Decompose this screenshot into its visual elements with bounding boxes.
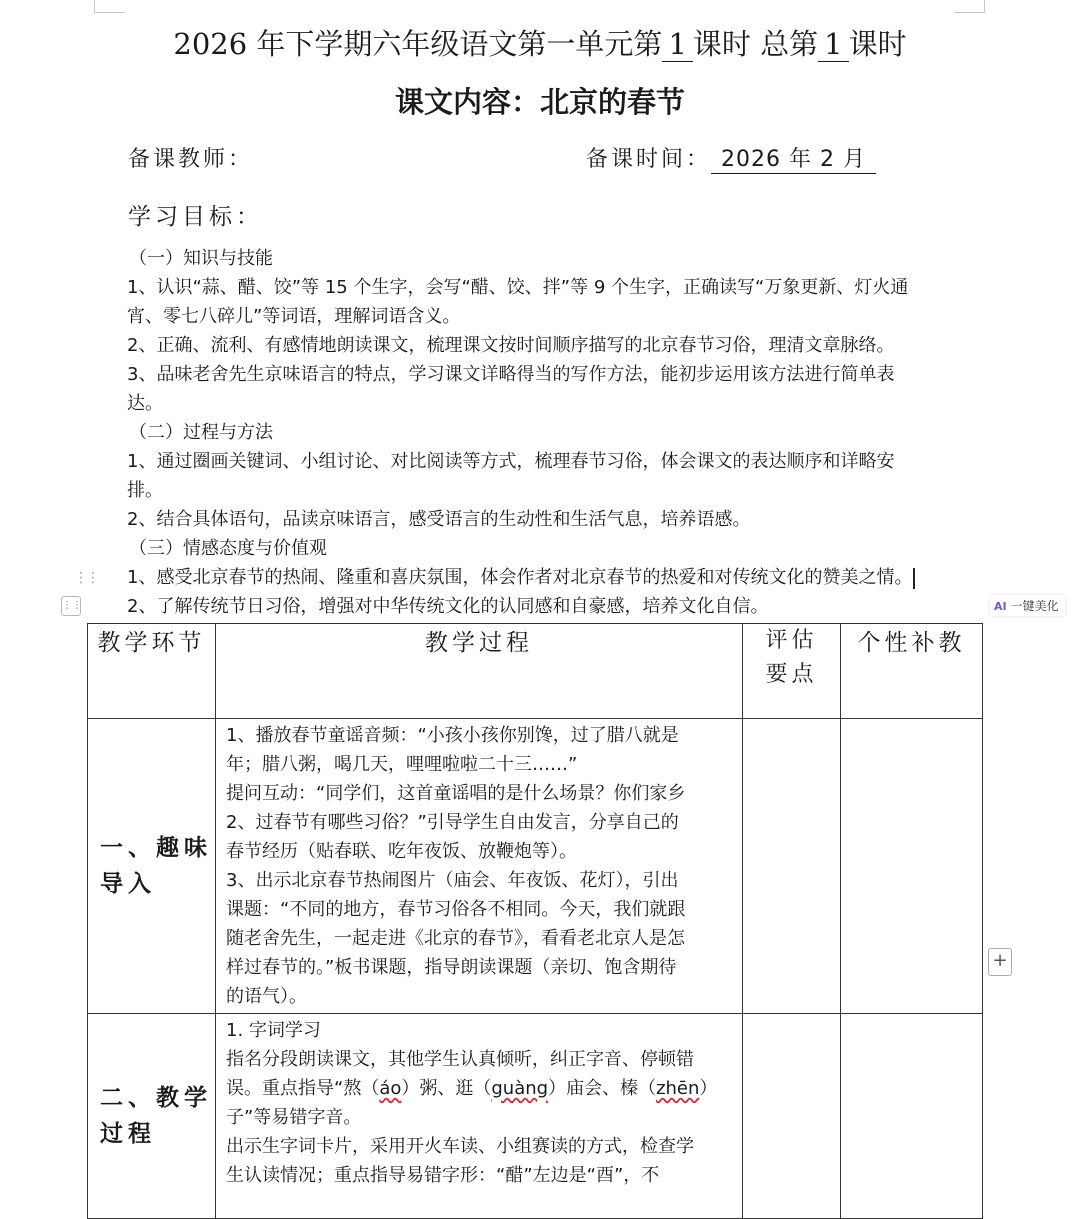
section-heading-knowledge: （一）知识与技能 <box>129 248 273 269</box>
header-cell-evaluation[interactable] <box>743 624 841 719</box>
process-line: 1、播放春节童谣音频：“小孩小孩你别馋，过了腊八就是 <box>226 725 679 746</box>
stage-cell[interactable] <box>88 1014 216 1219</box>
document-title <box>0 22 1080 63</box>
pinyin: guàng <box>491 1078 549 1099</box>
remedial-cell[interactable] <box>841 1014 983 1219</box>
section-heading-process: （二）过程与方法 <box>129 422 273 443</box>
evaluation-cell[interactable] <box>743 1014 841 1219</box>
stage-cell[interactable] <box>88 719 216 1014</box>
stage-label: 过程 <box>100 1120 156 1147</box>
process-line: 课题：“不同的地方，春节习俗各不相同。今天，我们就跟 <box>226 899 686 920</box>
total-lesson-number: 1 <box>818 28 848 62</box>
eval-line: 要点 <box>765 662 818 687</box>
process-line: 子”等易错字音。 <box>226 1107 362 1128</box>
goal-line: 2、正确、流利、有感情地朗读课文，梳理课文按时间顺序描写的北京春节习俗，理清文章脉络。 <box>127 335 895 356</box>
process-line <box>226 1074 734 1103</box>
prep-time-field <box>586 142 876 174</box>
process-line: 春节经历（贴春联、吃年夜饭、放鞭炮等）。 <box>226 841 577 862</box>
process-line: 提问互动：“同学们，这首童谣唱的是什么场景？你们家乡 <box>226 783 686 804</box>
lesson-subtitle: 课文内容：北京的春节 <box>394 85 685 119</box>
add-row-icon[interactable]: + <box>988 948 1012 976</box>
one-click-beautify-button[interactable] <box>990 595 1065 616</box>
table-header-row <box>88 624 983 719</box>
process-line: 生认读情况；重点指导易错字形：“醋”左边是“酉”，不 <box>226 1165 660 1186</box>
text-cursor <box>913 568 915 589</box>
beautify-label: 一键美化 <box>1010 599 1059 613</box>
evaluation-cell[interactable] <box>743 719 841 1014</box>
table-row <box>88 1014 983 1219</box>
goal-line: 2、了解传统节日习俗，增强对中华传统文化的认同感和自豪感，培养文化自信。 <box>127 596 769 617</box>
eval-line: 评估 <box>765 628 818 653</box>
text-run: ）庙会、榛（ <box>548 1078 657 1099</box>
goals-body[interactable] <box>127 244 957 621</box>
ai-icon: AI <box>994 600 1007 613</box>
process-line: 指名分段朗读课文，其他学生认真倾听，纠正字音、停顿错 <box>226 1049 694 1070</box>
header-cell-stage[interactable]: 教学环节 <box>88 624 216 719</box>
goal-line-text: 1、感受北京春节的热闹、隆重和喜庆氛围，体会作者对北京春节的热爱和对传统文化的赞美之情。 <box>127 567 913 588</box>
process-line: 年；腊八粥，喝几天，哩哩啦啦二十三……” <box>226 754 578 775</box>
header-cell-process[interactable]: 教学过程 <box>216 624 743 719</box>
process-line: 随老舍先生，一起走进《北京的春节》，看看老北京人是怎 <box>226 928 685 949</box>
header-cell-remedial[interactable]: 个性补教 <box>841 624 983 719</box>
process-line: 1. 字词学习 <box>226 1020 321 1041</box>
table-row <box>88 719 983 1014</box>
process-line: 样过春节的。”板书课题，指导朗读课题（亲切、饱含期待 <box>226 957 677 978</box>
text-run: 误。重点指导“熬（ <box>226 1078 380 1099</box>
process-line: 的语气）。 <box>226 986 307 1007</box>
teacher-field <box>128 142 253 173</box>
goal-line: 1、通过圈画关键词、小组讨论、对比阅读等方式，梳理春节习俗，体会课文的表达顺序和详略安 <box>127 451 895 472</box>
process-line: 2、过春节有哪些习俗？”引导学生自由发言，分享自己的 <box>226 812 679 833</box>
drag-handle-icon[interactable]: ⋮⋮ <box>74 570 98 586</box>
stage-label: 导入 <box>100 870 156 897</box>
goal-line <box>127 563 957 592</box>
title-middle: 课时 总第 <box>692 27 819 61</box>
page-corner-mark-right <box>954 0 985 13</box>
goal-line: 2、结合具体语句，品读京味语言，感受语言的生动性和生活气息，培养语感。 <box>127 509 751 530</box>
goal-line: 排。 <box>127 480 163 501</box>
text-run: ）粥、逛（ <box>401 1078 492 1099</box>
process-line: 出示生字词卡片，采用开火车读、小组赛读的方式，检查学 <box>226 1136 694 1157</box>
pinyin: áo <box>379 1078 402 1099</box>
title-prefix: 2026 年下学期六年级语文第一单元第 <box>173 27 663 61</box>
block-menu-icon[interactable]: ⋮⋮ <box>61 596 81 616</box>
prep-time-value: 2026 年 2 月 <box>711 142 876 174</box>
process-cell[interactable] <box>216 1014 743 1219</box>
goals-heading: 学习目标： <box>128 204 263 230</box>
stage-label: 一、趣味 <box>100 834 212 861</box>
remedial-cell[interactable] <box>841 719 983 1014</box>
section-heading-emotion: （三）情感态度与价值观 <box>129 538 327 559</box>
goal-line: 3、品味老舍先生京味语言的特点，学习课文详略得当的写作方法，能初步运用该方法进行简单表 <box>127 364 895 385</box>
teacher-label: 备课教师： <box>128 147 254 172</box>
prep-time-label: 备课时间： <box>586 147 712 172</box>
goal-line: 达。 <box>127 393 163 414</box>
title-suffix: 课时 <box>848 27 907 61</box>
lesson-number: 1 <box>662 28 692 62</box>
text-run: ） <box>699 1078 718 1099</box>
goal-line: 1、认识“蒜、醋、饺”等 15 个生字，会写“醋、饺、拌”等 9 个生字，正确读写“万象更新、灯火通 <box>127 277 909 298</box>
process-line: 3、出示北京春节热闹图片（庙会、年夜饭、花灯），引出 <box>226 870 679 891</box>
stage-label: 二、教学 <box>100 1084 212 1111</box>
pinyin: zhēn <box>656 1078 700 1099</box>
goal-line: 宵、零七八碎儿”等词语，理解词语含义。 <box>127 306 461 327</box>
page-corner-mark-left <box>94 0 125 13</box>
process-cell[interactable] <box>216 719 743 1014</box>
lesson-table <box>87 623 983 1219</box>
